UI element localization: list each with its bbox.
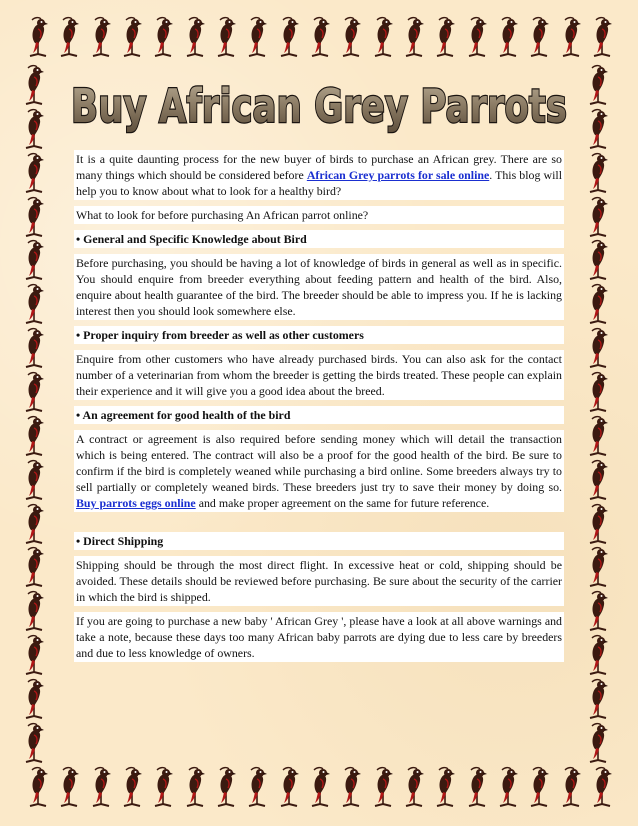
- parrot-perch-icon: [22, 327, 48, 369]
- parrot-perch-icon: [57, 766, 83, 808]
- parrot-perch-icon: [433, 16, 459, 58]
- parrot-perch-icon: [590, 16, 616, 58]
- parrot-perch-icon: [151, 766, 177, 808]
- parrot-perch-icon: [22, 634, 48, 676]
- parrot-perch-icon: [586, 196, 612, 238]
- article-body: [74, 150, 564, 668]
- parrot-perch-icon: [339, 16, 365, 58]
- top-border: [26, 16, 616, 58]
- parrot-perch-icon: [586, 152, 612, 194]
- parrot-perch-icon: [339, 766, 365, 808]
- parrot-perch-icon: [586, 327, 612, 369]
- parrot-perch-icon: [559, 16, 585, 58]
- bottom-border: [26, 766, 616, 808]
- parrot-perch-icon: [22, 678, 48, 720]
- parrot-perch-icon: [277, 766, 303, 808]
- knowledge-paragraph: Before purchasing, you should be having a lot of knowledge of birds in general as well as in specific. You should enquire from breeder everything about feeding pattern and health of the bird. Also, enquire about health guarantee of the bird. The breeder should be able to impress you. If he is lacking interest then you should look somewhere else.: [76, 256, 562, 318]
- parrot-perch-icon: [120, 766, 146, 808]
- page-title-graphic: [66, 70, 572, 140]
- parrot-perch-icon: [22, 546, 48, 588]
- parrot-perch-icon: [22, 590, 48, 632]
- parrot-perch-icon: [89, 766, 115, 808]
- parrot-perch-icon: [586, 415, 612, 457]
- page-title: [66, 70, 572, 140]
- parrot-perch-icon: [22, 415, 48, 457]
- parrot-perch-icon: [22, 503, 48, 545]
- parrot-perch-icon: [586, 64, 612, 106]
- parrot-perch-icon: [277, 16, 303, 58]
- intro-text-end: . This blog will help you to know about what to look for a healthy bird?: [76, 168, 562, 198]
- spacer: [74, 518, 564, 532]
- parrot-perch-icon: [57, 16, 83, 58]
- buy-parrots-eggs-link[interactable]: Buy parrots eggs online: [76, 496, 196, 510]
- left-border: [22, 64, 48, 764]
- parrot-perch-icon: [465, 16, 491, 58]
- parrot-perch-icon: [586, 108, 612, 150]
- section-heading-agreement: • An agreement for good health of the bird: [74, 406, 564, 424]
- parrot-perch-icon: [586, 722, 612, 764]
- parrot-perch-icon: [308, 766, 334, 808]
- parrot-perch-icon: [183, 16, 209, 58]
- parrot-perch-icon: [22, 64, 48, 106]
- parrot-perch-icon: [120, 16, 146, 58]
- parrot-perch-icon: [527, 766, 553, 808]
- parrot-perch-icon: [586, 503, 612, 545]
- parrot-perch-icon: [371, 766, 397, 808]
- section-heading-knowledge: • General and Specific Knowledge about Bird: [74, 230, 564, 248]
- agreement-text-end: and make proper agreement on the same for future reference.: [198, 496, 490, 510]
- parrot-perch-icon: [245, 766, 271, 808]
- parrot-perch-icon: [590, 766, 616, 808]
- intro-text: It is a quite daunting process for the new buyer of birds to purchase an African grey. There are so many things which should be considered before: [76, 152, 562, 182]
- section-heading-inquiry: • Proper inquiry from breeder as well as other customers: [74, 326, 564, 344]
- intro-paragraph: [74, 150, 564, 200]
- right-border: [586, 64, 612, 764]
- parrot-perch-icon: [496, 16, 522, 58]
- parrot-perch-icon: [586, 590, 612, 632]
- section-heading-shipping: • Direct Shipping: [74, 532, 564, 550]
- shipping-paragraph: Shipping should be through the most direct flight. In excessive heat or cold, shipping should be avoided. These details should be reviewed before purchasing. Be sure about the security of the carrier in which the bird is shipped.: [76, 558, 562, 604]
- parrot-perch-icon: [586, 634, 612, 676]
- parrot-perch-icon: [22, 239, 48, 281]
- parrot-perch-icon: [214, 16, 240, 58]
- parrot-perch-icon: [22, 196, 48, 238]
- parrot-perch-icon: [496, 766, 522, 808]
- parrot-perch-icon: [89, 16, 115, 58]
- african-grey-parrots-link[interactable]: African Grey parrots for sale online: [306, 168, 490, 182]
- parrot-perch-icon: [586, 678, 612, 720]
- parrot-perch-icon: [245, 16, 271, 58]
- parrot-perch-icon: [402, 16, 428, 58]
- agreement-text: A contract or agreement is also required before sending money which will detail the transaction which is being entered. The contract will also be a proof for the good health of the bird. Be sure to confirm if the bird is completely weaned while purchasing a bird online. Some breeders always try to sell partially or completely weaned birds. These breeders just try to save their money by doing so.: [76, 432, 562, 494]
- question-paragraph: What to look for before purchasing An African parrot online?: [74, 206, 564, 224]
- parrot-perch-icon: [586, 283, 612, 325]
- parrot-perch-icon: [22, 283, 48, 325]
- parrot-perch-icon: [586, 459, 612, 501]
- title-text: Buy African Grey Parrots: [71, 79, 567, 133]
- parrot-perch-icon: [183, 766, 209, 808]
- parrot-perch-icon: [26, 16, 52, 58]
- parrot-perch-icon: [22, 152, 48, 194]
- parrot-perch-icon: [151, 16, 177, 58]
- parrot-perch-icon: [586, 546, 612, 588]
- parrot-perch-icon: [527, 16, 553, 58]
- inquiry-paragraph: Enquire from other customers who have already purchased birds. You can also ask for the contact number of a veterinarian from whom the breeder is getting the birds treated. These people can explain their experience and it will give you a good idea about the breed.: [76, 352, 562, 398]
- parrot-perch-icon: [22, 108, 48, 150]
- parrot-perch-icon: [22, 722, 48, 764]
- parrot-perch-icon: [26, 766, 52, 808]
- parrot-perch-icon: [214, 766, 240, 808]
- parrot-perch-icon: [586, 239, 612, 281]
- closing-paragraph: If you are going to purchase a new baby ' African Grey ', please have a look at all above warnings and take a note, because these days too many African baby parrots are dying due to less care by breeders and due to less knowledge of owners.: [76, 614, 562, 660]
- parrot-perch-icon: [22, 459, 48, 501]
- parrot-perch-icon: [402, 766, 428, 808]
- parrot-perch-icon: [465, 766, 491, 808]
- parrot-perch-icon: [22, 371, 48, 413]
- parrot-perch-icon: [559, 766, 585, 808]
- agreement-paragraph: [74, 430, 564, 512]
- parrot-perch-icon: [433, 766, 459, 808]
- parrot-perch-icon: [308, 16, 334, 58]
- parrot-perch-icon: [586, 371, 612, 413]
- parrot-perch-icon: [371, 16, 397, 58]
